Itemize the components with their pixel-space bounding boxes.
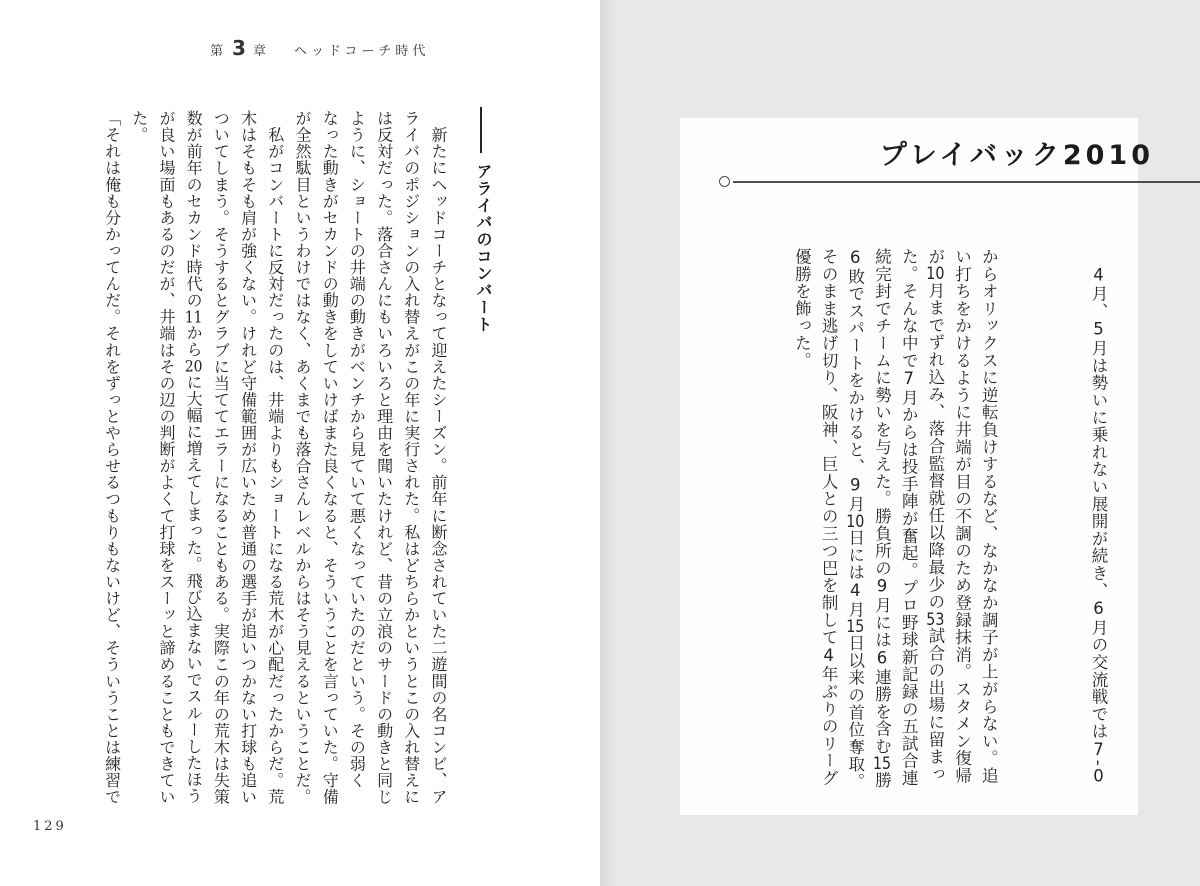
section-heading-dash [480, 107, 482, 153]
text-line: からオリックスに逆転負けするなど、なかなか調子が上がらない。追 [979, 248, 999, 785]
text-line: なった動きがセカンドの動きをしていけばまた良くなると、そういうことを言っていた。守備 [320, 110, 340, 806]
text-line: た。 [129, 110, 149, 144]
text-line: が良い場面もあるのだが、井端はその辺の判断がよくて打球をスーッと諦めることもできてい [156, 110, 176, 806]
column-box-body [787, 248, 1111, 791]
text-line: 続完封でチームに勢いを与えた。勝負所の9月には6連勝を含む15勝 [872, 248, 892, 789]
chapter-suffix: 章 [252, 44, 268, 59]
text-line: い打ちをかけるように井端が目の不調のため登録抹消。スタメン復帰 [952, 248, 972, 785]
chapter-number: 3 [232, 36, 246, 60]
text-line: ライバのポジションの入れ替えがこの年に実行された。私はどちらかというとこの入れ替えに [401, 110, 421, 806]
spine-shadow [600, 0, 616, 886]
text-line: が全然駄目というわけではなく、あくまでも落合さんレベルからはそう見えるということだ。 [292, 110, 312, 806]
text-line: 木はそもそも肩が強くない。けれど守備範囲が広いため普通の選手が追いつかない打球も追い [238, 110, 258, 806]
text-line: 4月、5月は勢いに乗れない展開が続き、6月の交流戦では7-0 [1089, 265, 1108, 787]
chapter-header [210, 36, 429, 60]
text-line: が10月までずれ込み、落合監督就任以降最少の53試合の出場に留まっ [925, 248, 945, 783]
text-line: た。そんな中で7月からは投手陣が奮起。プロ野球新記録の五試合連 [899, 248, 919, 787]
title-rule-line [733, 181, 1200, 183]
text-line: 「それは俺も分かってんだ。それをずっとやらせるつもりもないけど、そういうことは練習で [102, 110, 122, 806]
text-line: 優勝を飾った。 [792, 248, 812, 370]
text-line: ように、ショートの井端の動きがベンチから見ていて悪くなっていたのだという。その弱く [347, 110, 367, 789]
text-line: 新たにヘッドコーチとなって迎えたシーズン。前年に断念されていた二遊間の名コンビ、ア [429, 110, 448, 806]
text-line: そのまま逃げ切り、阪神、巨人との三つ巴を制して4年ぶりのリーグ [819, 248, 839, 787]
page-number: 129 [33, 819, 67, 834]
text-line: 私がコンバートに反対だったのは、井端よりもショートになる荒木が心配だったからだ。荒 [265, 110, 285, 806]
text-line: は反対だった。落合さんにもいろいろと理由を聞いたけれど、昔の立浪のサードの動きと同じ [374, 110, 394, 806]
rule-circle-icon [719, 176, 730, 187]
chapter-prefix: 第 [210, 44, 226, 59]
text-line: 数が前年のセカンド時代の11から20に大幅に増えてしまった。飛び込まないでスルーしたほう [184, 110, 204, 805]
section-heading: アライバのコンバート [474, 163, 493, 333]
text-line: ついてしまう。そうするとグラブに当ててエラーになることもある。実際この年の荒木は失策 [211, 110, 231, 806]
left-page-body [98, 110, 452, 810]
column-box-title: プレイバック2010 [879, 140, 1154, 171]
chapter-title: ヘッドコーチ時代 [293, 44, 430, 59]
text-line: 6敗でスパートをかけると、9月10日には4月15日以来の首位奪取。 [845, 248, 865, 791]
